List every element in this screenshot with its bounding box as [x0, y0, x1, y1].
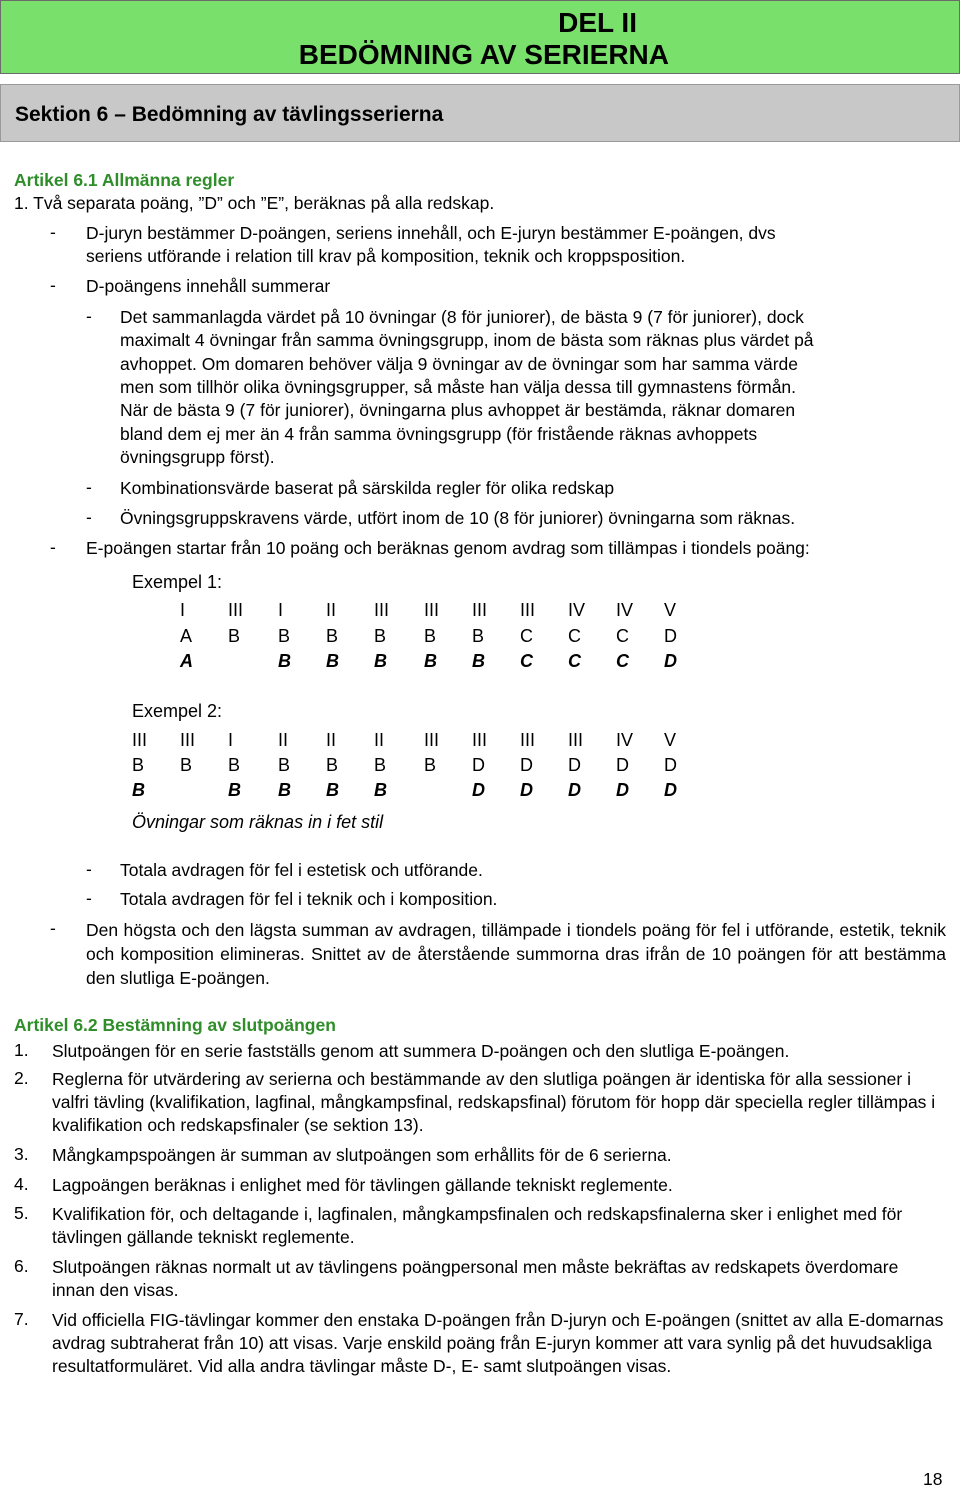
sub-item-1-line: avhoppet. Om domaren behöver välja 9 övningar av de övningar som har samma värde [120, 354, 799, 374]
example-cell: C [616, 651, 629, 671]
sub-item-1-line: Det sammanlagda värdet på 10 övningar (8 för juniorer), de bästa 9 (7 för juniorer), dock [120, 307, 804, 327]
example-cell: D [664, 780, 677, 800]
example-cell: C [568, 651, 581, 671]
example-cell: B [374, 755, 387, 775]
example-cell: II [326, 730, 337, 750]
example-cell: D [664, 626, 677, 646]
article-6-2-title: Artikel 6.2 Bestämning av slutpoängen [14, 1015, 336, 1035]
example-1-label: Exempel 1: [132, 572, 223, 592]
example-cell: III [424, 730, 440, 750]
bullet-dash: - [50, 275, 56, 295]
example-cell: D [664, 651, 677, 671]
e-score-start: E-poängen startar från 10 poäng och beräknas genom avdrag som tillämpas i tiondels poäng: [86, 538, 810, 558]
example-cell: III [520, 600, 536, 620]
example-cell: IV [616, 730, 634, 750]
example-cell: V [664, 600, 677, 620]
section-title: Sektion 6 – Bedömning av tävlingsserierna [15, 103, 444, 126]
example-cell: B [374, 651, 387, 671]
list-item: Reglerna för utvärdering av serierna och bestämmande av den slutliga poängen är identiska för alla sessioner i valfri tävling (kvalifikation, lagfinal, mångkampsfinal, redskapsfinal) förutom för hopp där speciella regler tillämpas i kvalifikation och redskapsfinaler (se sektion 13). [52, 1069, 936, 1135]
example-note: Övningar som räknas in i fet stil [132, 812, 384, 832]
sub-item-1-line: övningsgrupp först). [120, 447, 275, 467]
highest-lowest-text: Den högsta och den lägsta summan av avdragen, tillämpade i tiondels poäng för fel i utförande, estetik, teknik och komposition elimineras. Snittet av de återstående summorna dras ifrån de 10 poängen för att bestämma den slutliga E-poängen. [86, 920, 946, 988]
example-cell: B [472, 626, 485, 646]
list-item: Mångkampspoängen är summan av slutpoängen som erhållits för de 6 serierna. [52, 1145, 672, 1165]
example-cell: III [180, 730, 196, 750]
page-number: 18 [923, 1469, 943, 1489]
bullet-dash: - [86, 888, 92, 908]
example-cell: B [228, 755, 241, 775]
example-cell: III [424, 600, 440, 620]
list-number: 1. [14, 1040, 29, 1060]
example-cell: III [374, 600, 390, 620]
example-cell: B [278, 755, 291, 775]
example-cell: D [472, 780, 485, 800]
example-cell: V [664, 730, 677, 750]
example-cell: B [472, 651, 485, 671]
part-label: DEL II [558, 7, 637, 38]
sub-item-1-line: maximalt 4 övningar från samma övningsgrupp, inom de bästa som räknas plus värdet på [120, 330, 814, 350]
list-number: 3. [14, 1144, 29, 1164]
example-cell: D [616, 780, 629, 800]
example-cell: C [520, 651, 533, 671]
list-item: Slutpoängen för en serie fastställs genom att summera D-poängen och den slutliga E-poängen. [52, 1041, 790, 1061]
bullet-dash: - [50, 537, 56, 557]
bullet-dash: - [50, 918, 56, 938]
total-deductions-1: Totala avdragen för fel i estetisk och utförande. [120, 860, 483, 880]
list-number: 6. [14, 1256, 29, 1276]
example-cell: I [180, 600, 186, 620]
example-2-label: Exempel 2: [132, 701, 223, 721]
example-cell: B [278, 780, 291, 800]
list-number: 2. [14, 1068, 29, 1088]
sub-item-1-line: bland dem ej mer än 4 från samma övningsgrupp (för fristående räknas avhoppets [120, 424, 758, 444]
example-cell: B [278, 626, 291, 646]
part-title: BEDÖMNING AV SERIERNA [298, 39, 669, 70]
example-cell: B [228, 780, 241, 800]
example-cell: C [520, 626, 533, 646]
list-number: 4. [14, 1174, 29, 1194]
example-cell: B [132, 755, 145, 775]
example-cell: C [568, 626, 581, 646]
example-cell: IV [616, 600, 634, 620]
total-deductions-2: Totala avdragen för fel i teknik och i komposition. [120, 889, 498, 909]
example-cell: B [424, 626, 437, 646]
example-cell: II [278, 730, 289, 750]
example-cell: B [278, 651, 291, 671]
example-cell: III [472, 730, 488, 750]
rule-item-1: 1. Två separata poäng, ”D” och ”E”, beräknas på alla redskap. [14, 193, 495, 213]
example-cell: IV [568, 600, 586, 620]
bullet-dash: - [86, 859, 92, 879]
example-cell: C [616, 626, 629, 646]
example-cell: D [568, 755, 581, 775]
example-cell: B [326, 626, 339, 646]
example-cell: D [520, 780, 533, 800]
example-cell: B [228, 626, 241, 646]
example-cell: D [664, 755, 677, 775]
example-cell: A [180, 651, 193, 671]
example-cell: B [180, 755, 193, 775]
example-cell: B [374, 626, 387, 646]
example-cell: I [228, 730, 234, 750]
example-cell: A [180, 626, 193, 646]
list-item: Lagpoängen beräknas i enlighet med för tävlingen gällande tekniskt reglemente. [52, 1175, 673, 1195]
example-cell: III [472, 600, 488, 620]
example-cell: B [132, 780, 145, 800]
list-item: Vid officiella FIG-tävlingar kommer den enstaka D-poängen från D-juryn och E-poängen (snittet av alla E-domarnas avdrag subtraherat från 10) att visas. Varje enskild poäng från E-juryn kommer att vara synlig på det huvudsakliga resultatformuläret. Vid alla andra tävlingar måste D-, E- samt slutpoängen visas. [52, 1310, 944, 1376]
example-cell: B [326, 780, 339, 800]
sub-item-1-line: men som tillhör olika övningsgrupper, så måste han välja dessa till gymnastens förmån. [120, 377, 797, 397]
article-6-1-title: Artikel 6.1 Allmänna regler [14, 170, 235, 190]
sub-item-2: Kombinationsvärde baserat på särskilda regler för olika redskap [120, 478, 615, 498]
example-cell: B [326, 651, 339, 671]
example-cell: B [424, 755, 437, 775]
bullet-dash: - [86, 306, 92, 326]
section-bar [0, 84, 960, 142]
example-cell: B [374, 780, 387, 800]
bullet-dash: - [86, 507, 92, 527]
bullet-dash: - [50, 222, 56, 242]
d-jury-text-2: seriens utförande i relation till krav på komposition, teknik och kroppsposition. [86, 246, 686, 266]
example-cell: B [424, 651, 437, 671]
example-cell: I [278, 600, 284, 620]
list-item: Kvalifikation för, och deltagande i, lagfinalen, mångkampsfinalen och redskapsfinalerna sker i enlighet med för tävlingen gällande tekniskt reglemente. [52, 1204, 903, 1247]
example-cell: D [520, 755, 533, 775]
example-cell: II [374, 730, 385, 750]
example-cell: II [326, 600, 337, 620]
example-cell: III [520, 730, 536, 750]
list-item: Slutpoängen räknas normalt ut av tävlingens poängpersonal men måste bekräftas av redskapets överdomare innan den visas. [52, 1257, 899, 1300]
example-cell: III [568, 730, 584, 750]
example-cell: D [616, 755, 629, 775]
sub-item-3: Övningsgruppskravens värde, utfört inom de 10 (8 för juniorer) övningarna som räknas. [120, 508, 796, 528]
list-number: 7. [14, 1309, 29, 1329]
example-cell: III [228, 600, 244, 620]
d-score-summary: D-poängens innehåll summerar [86, 276, 331, 296]
example-cell: D [568, 780, 581, 800]
d-jury-text-1: D-juryn bestämmer D-poängen, seriens innehåll, och E-juryn bestämmer E-poängen, dvs [86, 223, 776, 243]
list-number: 5. [14, 1203, 29, 1223]
sub-item-1-line: När de bästa 9 (7 för juniorer), övningarna plus avhoppet är bestämda, räknar domaren [120, 400, 796, 420]
example-cell: D [472, 755, 485, 775]
example-cell: B [326, 755, 339, 775]
example-cell: III [132, 730, 148, 750]
bullet-dash: - [86, 477, 92, 497]
part-banner [0, 0, 960, 74]
